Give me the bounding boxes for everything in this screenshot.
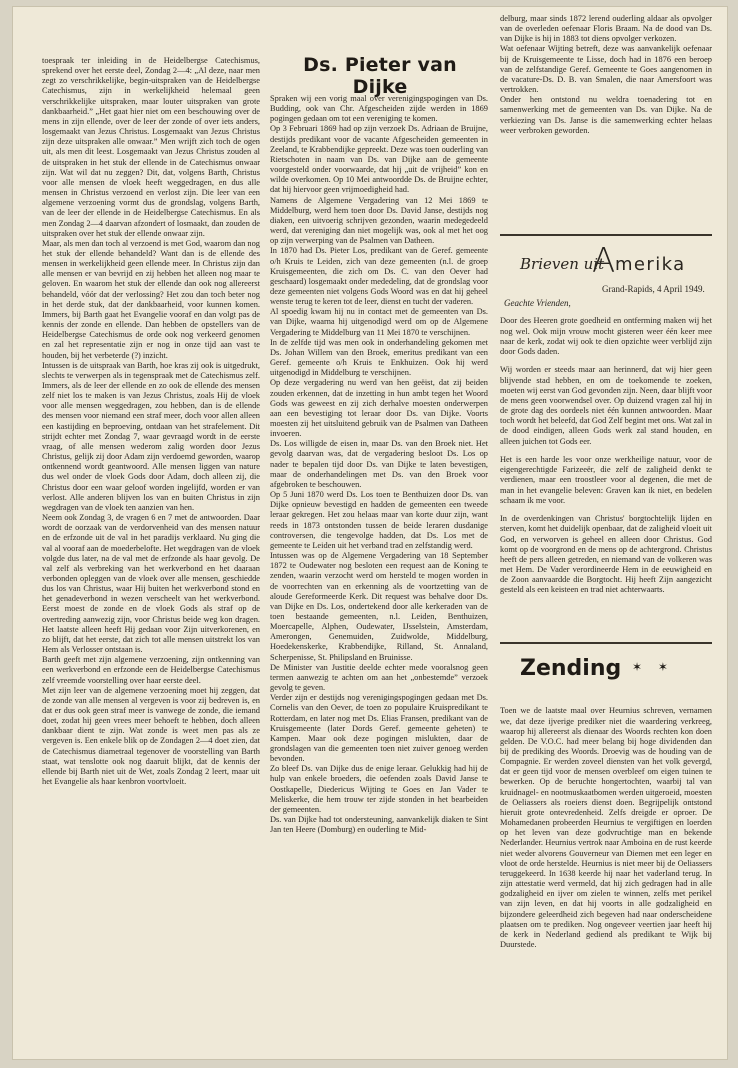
section-divider [500,234,712,236]
paragraph: Ds. Los willigde de eisen in, maar Ds. van den Broek niet. Het gevolg daarvan was, dat de vergadering besloot Ds. Los op nader te bepalen tijd door Ds. van Dijke te laten bevestigen, maar de onderhandelingen met Ds. van den Broek voor afgebroken te beschouwen. [270,439,488,489]
paragraph: Maar, als men dan toch al verzoend is met God, waarom dan nog het stuk der ellende behandeld? Want dan is de ellende des mensen in werkelijkheid geen ellende meer. In Christus zijn dan alle mensen er van bevrijd en zij hebben het alleen nog maar te geloven. En waarom het stuk der ellende dan ook nog allereerst behandeld, vóór dat der verlossing? Het zou dan toch beter nog in het derde stuk, dat der dankbaarheid, voor kunnen komen. Immers, bij Barth gaat het Evangelie vooraf en dan volgt pas de kennis der zonde en ellende. Dan hebben de opstellers van de Heidelbergse Catechismus de orde ook nog verkeerd genomen en zal het representatie zijn er nog in onze tijd aan vast te houden, bij het verbeterde (?) inzicht. [42,238,260,360]
paragraph: Verder zijn er destijds nog verenigingspogingen gedaan met Ds. Cornelis van den Oever, de toen zo populaire Kruispredikant te Rotterdam, en later nog met Ds. Elias Fransen, predikant van de Kruisgemeente (later Dords Geref. gemeente geheten) te Kampen. Maar ook deze pogingen mislukten, daar de grondslagen van die gemeenten toen niet zuiver genoeg werden bevonden. [270,693,488,764]
heading-rest: merika [615,254,686,275]
paragraph: In de zelfde tijd was men ook in onderhandeling gekomen met Ds. Johan Willem van den Broek, emeritus predikant van een Geref. gemeente o/h Kruis te Enkhuizen. Ook hij werd uitgenodigd in Middelburg te verschijnen. [270,337,488,378]
star-ornament-icon: ✶ ✶ [632,660,674,674]
section-heading-zending [520,656,710,690]
paragraph: Namens de Algemene Vergadering van 12 Mei 1869 te Middelburg, werd hem toen door Ds. David Janse, destijds nog diaken, een uitvoerig schrijven gezonden, waarin medegedeeld werd, dat vereniging dan niet mogelijk was, ook al met het oog op zijn verwerping van de Psalmen van Datheen. [270,195,488,246]
column-middle [270,94,488,835]
paragraph: Op 3 Februari 1869 had op zijn verzoek Ds. Adriaan de Bruijne, destijds predikant voor de vacante Afgescheiden gemeenten in Zeeland, te Krabbendijke gepreekt. Deze was toen ouderling van Rietschoten in naam van Ds. van Dijke aan de gemeente voorgesteld onder voorwaarde, dat hij „uit de vrijheid” kon en wilde overkomen. Op 10 Mei antwoordde Ds. de Bruijne echter, dat hij hiervoor geen vrijmoedigheid had. [270,124,488,195]
paragraph: Barth geeft met zijn algemene verzoening, zijn ontkenning van een werkverbond en erfzonde een de Heidelbergse Catechismus zelf vreemde voorstelling over haar eerste deel. [42,655,260,685]
letter-salutation: Geachte Vrienden, [504,298,571,308]
paragraph: Het is een harde les voor onze werkheilige natuur, voor de eigengerechtigde Farizeeër, die zelf de zaligheid denkt te verdienen, maar een troostleer voor al degenen, die met de man in het evangelie beleven: Graven kan ik niet, en bedelen schaam ik me voor. [500,455,712,505]
paragraph: Ds. van Dijke had tot ondersteuning, aanvankelijk diaken te Sint Jan ten Heere (Domburg) en ouderling te Mid- [270,815,488,835]
paragraph: De Minister van Justitie deelde echter mede vooralsnog geen termen aanwezig te achten om aan het „onbestemde” verzoek gevolg te geven. [270,662,488,693]
paragraph: Intussen is de uitspraak van Barth, hoe kras zij ook is uitgedrukt, slechts te verwerpen als in tegenspraak met de Catechismus zelf. Immers, als de leer der ellende en zo ook de ellende des mensen zelf niet los te maken is van Jezus Christus, zoals Hij de vloek voor alle mensen weggedragen, zou hebben, dan is de ellende des mensen voor niemand een straf meer, doch voor allen alleen een kastijding en beproeving, ontdaan van het strafelement. Dit strijdt echter met Zondag 7, waar gevraagd wordt in de eerste vraag, of alle mensen wederom zalig worden door Jezus Christus, gelijk zij door Adam zijn verdoemd geworden, waarop ontkennend wordt geantwoord. Alle mensen liggen van nature dus wel onder de vloek Gods door Adam, doch alleen zij, die Christus door een waar geloof worden ingelijfd, worden er van verlost. Alle anderen blijven los van en buiten Christus in zijn wegdragen van de vloek ten aanzien van hen. [42,360,260,512]
paragraph: In de overdenkingen van Christus' borgtochtelijk lijden en sterven, komt het duidelijk openbaar, dat de zaligheid vloeit uit God, en verworven is geheel en alleen door Christus. God komt op de voorgrond en de mens op de achtergrond. Christus heeft de pers alleen getreden, en niemand van de volkeren was met Hem. De Vader verordineerde Hem in de eeuwigheid en de Zoon aanvaardde die Borgtocht. Hij heeft Zijn aangezicht gesteld als een keisteen en trad niet achterwaarts. [500,514,712,595]
paragraph: delburg, maar sinds 1872 lerend ouderling aldaar als opvolger van de overleden oefenaar Floris Braam. Na de dood van Ds. van Dijke is hij in 1883 tot diens opvolger verkozen. [500,14,712,44]
paragraph: Met zijn leer van de algemene verzoening moet hij zeggen, dat de zonde van alle mensen al vergeven is voor zij bedreven is, en dat er dus ook geen straf meer is vanwege de zonde, die iemand doet, zodat hij geen vrees meer behoeft te hebben, doch alleen dankbaar dient te zijn. Wat zonde is weet men pas als ze vergeven is. Een enkele blik op de Zondagen 2—4 doet zien, dat de Catechismus diametraal tegenover de voorstelling van Barth staat, wat tenslotte ook nog daaruit blijkt, dat de kennis der ellende bij Barth niet uit de Wet, zoals Zondag 2 leert, maar uit het Evangelie als haar kenbron voortvloeit. [42,685,260,787]
paragraph: In 1870 had Ds. Pieter Los, predikant van de Geref. gemeente o/h Kruis te Leiden, zich van deze gemeenten (n.l. de groep Kruisgemeenten, die zich om Ds. C. van den Oever had geschaard) losgemaakt onder mededeling, dat de grondslag voor deze gemeenten niet volgens Gods Woord was en dat hij geheel wenste terug te keren tot de leer, dienst en tucht der vaderen. [270,246,488,307]
paragraph: Neem ook Zondag 3, de vragen 6 en 7 met de antwoorden. Daar wordt de oorzaak van de verdorvenheid van des mensen natuur en de erfzonde uit de val in het paradijs verklaard. Nu ging die val al vooraf aan de moederbelofte. Het wegdragen van de vloek volgde dus later, na de val met de erfzonde als haar gevolg. De val zelf als verbreking van het werkverbond en het daaraan verbonden opleggen van de vloek over alle mensen, geschiedde dus los van Christus, waar Hij buiten het werkverbond stond en het genadeverbond in wezen verscheelt van het werkverbond. Eerst moest de zonde en de vloek Gods als straf op de overtreding aanwezig zijn, voor Christus beide weg kon dragen. Het laatste alleen heeft Hij gedaan voor Zijn uitverkorenen, en zo blijft, dat het eerste, dat zich tot alle mensen uitstrekt los van Hem als Verlosser ontstaan is. [42,513,260,655]
paragraph: Toen we de laatste maal over Heurnius schreven, vernamen we, dat deze ijverige prediker niet die waardering verkreeg, waarop hij allereerst als dienaar des Woords rechten kon doen gelden. De V.O.C. had meer belang bij hoge dividenden dan bij de prediking des Woords. Droevig was de houding van de Compagnie. Er werden zoveel diensten van het volk gevergd, dat er geen tijd voor de mensen overbleef om eigen tuinen te bewerken. Op de beruchte hongertochten, waarbij tal van kruidnagel- en nootmuskaatbomen werden uitgeroeid, moesten de Oeliassers als roeiers dienst doen. Begrijpelijk ontstond hieruit grote ontevredenheid. Zelfs dreigde er oproer. De Mohamedanen probeerden Heurnius te vergiftigen en loerden op het leven van deze godvruchtige man en bekende Nederlander. Heurnius vertrok naar Amboina en de rust keerde niet weder alvorens Gouverneur van Diemen met een leger en vloot de orde herstelde. Heurnius is niet meer bij de Oeliassers teruggekeerd. In 1638 keerde hij naar het vaderland terug. In zijn attestatie werd vermeld, dat hij zich gedragen had in alle godzaligheid en ijver om zielen te winnen, zelfs met perikel van zijn leven, en dat hij voorts in alle godzaligheid en bijzondere geleerdheid zich begeven had naar onderscheidene plaatsen om te prediken. Nog ongeveer veertien jaar heeft hij de kerk in Nederland gediend als predikant te Wijk bij Duurstede. [500,706,712,949]
letter-dateline: Grand-Rapids, 4 April 1949. [602,284,705,294]
paragraph: Zo bleef Ds. van Dijke dus de enige leraar. Gelukkig had hij de hulp van enkele broeders, die oefenden zoals David Janse te Oostkapelle, Diedericus Wijting te Goes en Jan Vader te Meliskerke, die hem trouw ter zijde stonden in het bearbeiden der gemeenten. [270,764,488,814]
column-left [42,56,260,787]
paragraph: Wij worden er steeds maar aan herinnerd, dat wij hier geen blijvende stad hebben, en om de toekomende te zoeken, moeten wij eerst van God gevonden zijn. Neen, daar blijft voor de mens geen voorwendsel over. Op duizend vragen zal hij in de grote dag des oordeels niet één kunnen antwoorden. Maar toch wordt het beleefd, dat God Zelf begint met ons. Wat zal in de dood eindigen, alleen Gods werk zal stand houden, en alleen juichen tot Gods eer. [500,365,712,446]
heading-zending-title: Zending [520,656,622,681]
paragraph: Intussen was op de Algemene Vergadering van 18 September 1872 te Oudewater nog besloten een request aan de Koning te zenden, waarin verzocht werd om hersteld te mogen worden in de voorrechten van en erkenning als de voortzetting van de aloude Gereformeerde Kerk. Dit request was behalve door Ds. van Dijke en Ds. Los, ondertekend door alle kerkeraden van de toen bestaande gemeenten, n.l. Leiden, Benthuizen, Moercapelle, Alphen, Oudewater, IJsselstein, Amsterdam, Amerongen, Genemuiden, Zuidwolde, Middelburg, Hoedekenskerke, Krabbendijke, Rilland, St. Annaland, Scherpenisse, St. Philipsland en Bruinisse. [270,551,488,662]
column-right-zending [500,698,712,959]
section-heading-amerika [500,239,712,289]
paragraph: Door des Heeren grote goedheid en ontferming maken wij het nog wel. Ook mijn vrouw mocht gisteren weer één keer mee naar de kerk, zodat wij ook te dien opzichte weer verblijd zijn door Gods daden. [500,316,712,356]
heading-brieven: Brieven uit [520,255,605,273]
column-right-letter [500,308,712,604]
section-divider [500,642,712,644]
newspaper-page [12,6,728,1060]
heading-initial: A [592,241,616,281]
paragraph: Onder hen ontstond nu weldra toenadering tot en samenwerking met de gemeenten van Ds. van Dijke. Na de verkiezing van Ds. Janse is die samenwerking echter helaas weer verbroken geworden. [500,95,712,135]
paragraph: Wat oefenaar Wijting betreft, deze was aanvankelijk oefenaar bij de Kruisgemeente te Lisse, doch had in 1876 een beroep van de zelfstandige Geref. Gemeente te Goes aangenomen in de vacature-Ds. D. B. van Smalen, die naar Amersfoort was vertrokken. [500,44,712,95]
paragraph: Al spoedig kwam hij nu in contact met de gemeenten van Ds. van Dijke, waarna hij uitgenodigd werd om op de Algemene Vergadering te Middelburg van 11 Mei 1870 te verschijnen. [270,307,488,337]
article-title: Ds. Pieter van Dijke [303,54,457,98]
paragraph: Spraken wij een vorig maal over verenigingspogingen van Ds. Budding, ook van Chr. Afgescheiden zijde werden in 1869 pogingen gedaan om tot een vereniging te komen. [270,94,488,124]
paragraph: toespraak ter inleiding in de Heidelbergse Catechismus, sprekend over het eerste deel, Zondag 2—4: „Al deze, naar men zegt zo verschrikkelijke, begin-uitspraken van de Heidelbergse Catechismus, zijn in werkelijkheid helemaal geen verschrikkelijke uitspraken, maar louter uitspraken van grote dankbaarheid.” „Het gaat hier niet om een beschouwing over de mens in zijn ellende, over de leer der zonde of over iets anders, losgemaakt van Jezus Christus. Losgemaakt van Jezus Christus zijn deze uitspraken alle onwaar.” Men wrijft zich toch de ogen uit, als men dit leest. Losgemaakt van Jezus Christus zouden al de uitspraken in het stuk der ellende in de Catechismus onwaar zijn. Wat wil dat nu zeggen? Dit, dat, volgens Barth, Christus voor alle mensen de vloek heeft weggedragen, en dus alle mensen in Christus verzoend en verlost zijn. Die leer van een algemene verzoening vormt dus de grondslag, volgens Barth, van de leer der ellende in de Heidelbergse Catechismus. En als men Zondag 2—4 daarvan afzondert of losmaakt, dan zouden de uitspraken over het stuk der ellende onwaar zijn. [42,56,260,238]
column-right-top [500,14,712,136]
paragraph: Op 5 Juni 1870 werd Ds. Los toen te Benthuizen door Ds. van Dijke opnieuw bevestigd en hadden de gemeenten een tweede leraar gekregen. Het zou helaas maar van korte duur zijn, want reeds in 1873 ontstonden tussen de beide leraren dusdanige controversen, die tengevolge hadden, dat Ds. Los met de gemeente te Leiden uit het verband trad en zelfstandig werd. [270,490,488,550]
paragraph: Op deze vergadering nu werd van hen geëist, dat zij beiden zouden erkennen, dat de inzetting in hun ambt tegen het Woord Gods was geweest en zij zich derhalve moesten onderwerpen aan een bevestiging tot leraar door Ds. van Dijke. Voorts moesten zij het uitsluitend gebruik van de Psalmen van Datheen invoeren. [270,378,488,439]
